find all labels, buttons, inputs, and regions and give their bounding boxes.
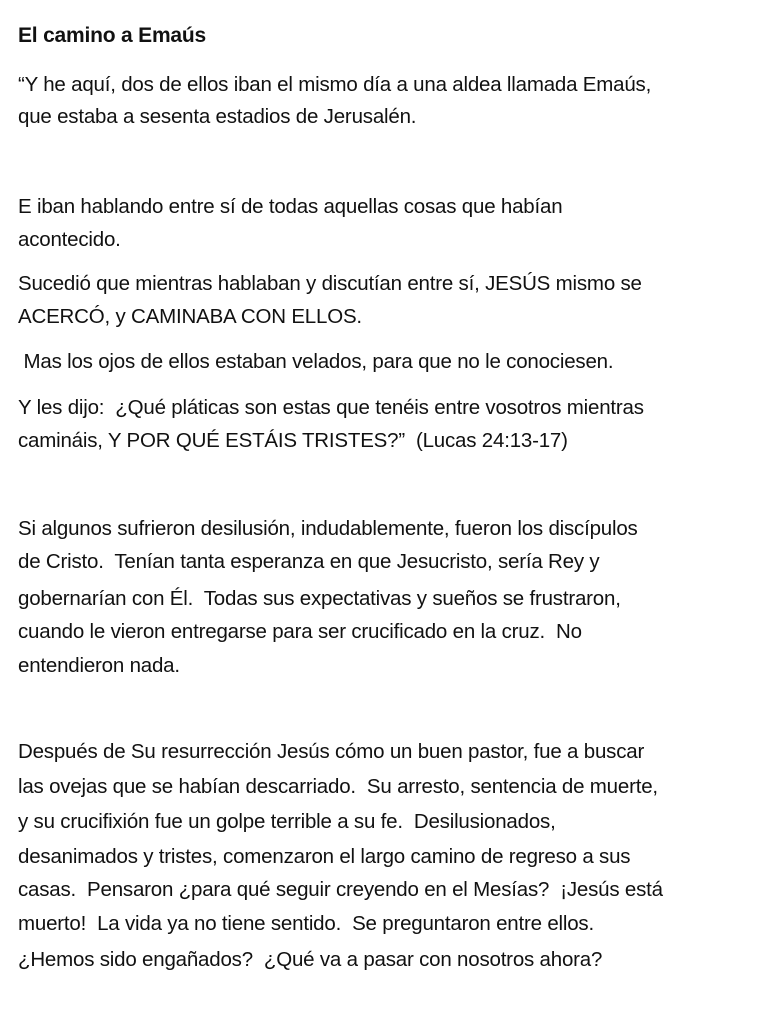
text-line: Sucedió que mientras hablaban y discutían entre sí, JESÚS mismo se	[18, 272, 642, 295]
text-line: las ovejas que se habían descarriado. Su arresto, sentencia de muerte,	[18, 775, 658, 798]
text-line: cuando le vieron entregarse para ser crucificado en la cruz. No	[18, 620, 582, 643]
text-line: entendieron nada.	[18, 654, 180, 677]
text-line: casas. Pensaron ¿para qué seguir creyendo en el Mesías? ¡Jesús está	[18, 878, 663, 901]
text-line: acontecido.	[18, 228, 121, 251]
text-line: E iban hablando entre sí de todas aquellas cosas que habían	[18, 195, 563, 218]
text-line: ¿Hemos sido engañados? ¿Qué va a pasar con nosotros ahora?	[18, 948, 603, 971]
text-line: que estaba a sesenta estadios de Jerusalén.	[18, 105, 417, 128]
text-line: Mas los ojos de ellos estaban velados, para que no le conociesen.	[18, 350, 614, 373]
text-line: ACERCÓ, y CAMINABA CON ELLOS.	[18, 305, 362, 328]
text-line: Y les dijo: ¿Qué pláticas son estas que tenéis entre vosotros mientras	[18, 396, 644, 419]
text-line: “Y he aquí, dos de ellos iban el mismo día a una aldea llamada Emaús,	[18, 73, 652, 96]
text-line: y su crucifixión fue un golpe terrible a su fe. Desilusionados,	[18, 810, 556, 833]
text-line: Después de Su resurrección Jesús cómo un buen pastor, fue a buscar	[18, 740, 645, 763]
text-line: de Cristo. Tenían tanta esperanza en que Jesucristo, sería Rey y	[18, 550, 600, 573]
text-line: muerto! La vida ya no tiene sentido. Se preguntaron entre ellos.	[18, 912, 594, 935]
document-title: El camino a Emaús	[18, 24, 207, 47]
text-line: camináis, Y POR QUÉ ESTÁIS TRISTES?” (Lucas 24:13-17)	[18, 429, 568, 452]
text-line: desanimados y tristes, comenzaron el largo camino de regreso a sus	[18, 845, 631, 868]
text-line: gobernarían con Él. Todas sus expectativas y sueños se frustraron,	[18, 587, 621, 610]
text-line: Si algunos sufrieron desilusión, indudablemente, fueron los discípulos	[18, 517, 638, 540]
